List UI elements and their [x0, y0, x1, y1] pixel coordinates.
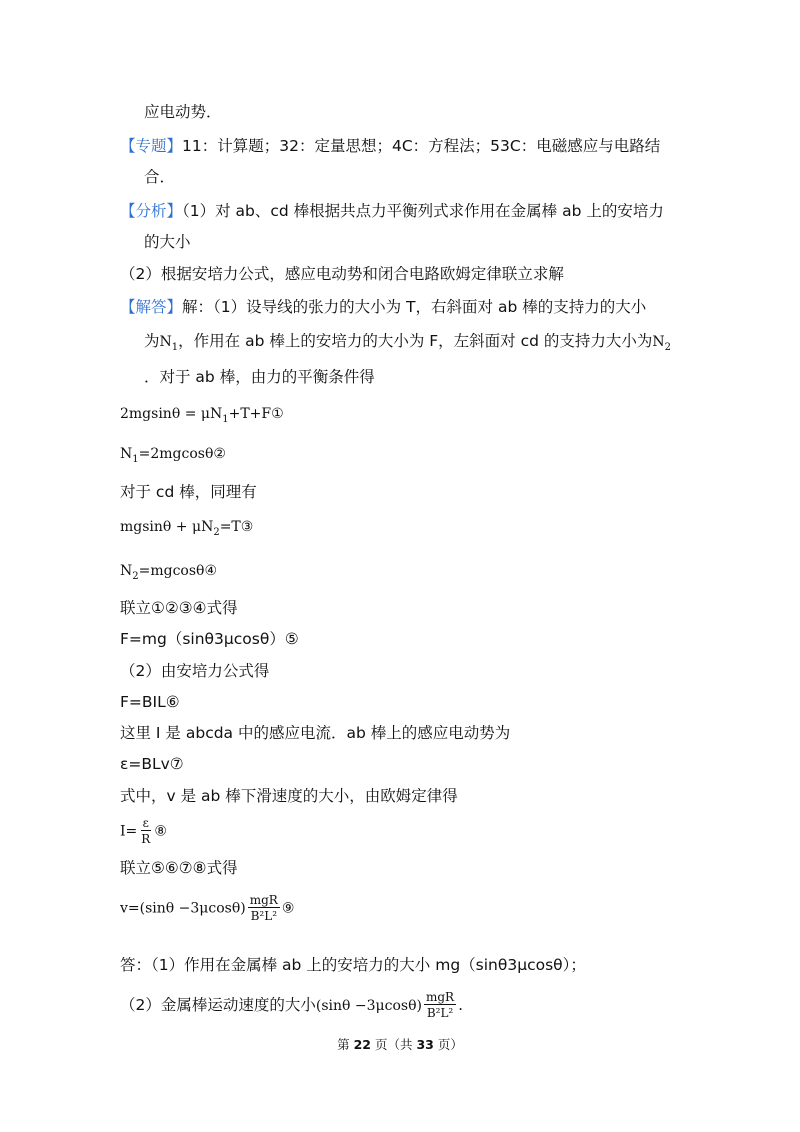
- solution-text: 解：（1）设导线的张力的大小为 T，右斜面对 ab 棒的支持力的大小: [182, 298, 647, 316]
- page-number: 22: [353, 1037, 372, 1052]
- page-total: 33: [416, 1037, 434, 1052]
- fraction: $\frac{\text{mgR}}{\text{B²L²}}$: [425, 990, 455, 1020]
- answer-line-2: （2）金属棒运动速度的大小(sinθ −3μcosθ) $\frac{\text{mgR}}{\text{B²L²}}$ .: [120, 990, 464, 1020]
- equation-8: I= $\frac{\varepsilon}{R}$ ⑧: [120, 816, 167, 846]
- text-span: ，作用在 ab 棒上的安培力的大小为 F，左斜面对 cd 的支持力大小为: [178, 332, 653, 350]
- text-line: 联立⑤⑥⑦⑧式得: [120, 859, 238, 877]
- equation-9: v=(sinθ −3μcosθ) $\frac{\text{mgR}}{\text{B²L²}}$ ⑨: [120, 893, 295, 923]
- topic-line: [120, 135, 660, 157]
- text-line: 应电动势．: [144, 103, 222, 121]
- analysis-tag: 【分析】: [120, 202, 183, 220]
- text-line: 联立①②③④式得: [120, 599, 238, 617]
- text-line: （2）根据安培力公式，感应电动势和闭合电路欧姆定律联立求解: [120, 265, 564, 283]
- text-line: [144, 330, 671, 359]
- equation-6: F=BIL⑥: [120, 693, 180, 711]
- equation-7: ε=BLv⑦: [120, 755, 184, 773]
- text-line: 这里 I 是 abcda 中的感应电流．ab 棒上的感应电动势为: [120, 724, 511, 742]
- topic-text: 11：计算题；32：定量思想；4C：方程法；53C：电磁感应与电路结: [182, 137, 661, 155]
- solution-tag: 【解答】: [120, 298, 183, 316]
- math-n1: $N_1$: [159, 334, 179, 353]
- equation-3: $mgsin\theta + \mu N_2=T③$: [120, 519, 254, 538]
- analysis-line: [120, 200, 664, 222]
- fraction: $\frac{\varepsilon}{R}$: [141, 816, 151, 846]
- text-line: （2）由安培力公式得: [120, 662, 270, 680]
- analysis-text: （1）对 ab、cd 棒根据共点力平衡列式求作用在金属棒 ab 上的安培力: [182, 202, 664, 220]
- text-line: 对于 cd 棒，同理有: [120, 483, 257, 501]
- equation-5: F=mg（sinθ﻿3μcosθ）⑤: [120, 630, 299, 648]
- page-footer: 第 22 页（共 33 页）: [337, 1037, 463, 1052]
- text-line: 式中，v 是 ab 棒下滑速度的大小，由欧姆定律得: [120, 787, 458, 805]
- equation-4: $N_2=mgcos\theta ④$: [120, 563, 218, 582]
- equation-2: $N_1=2mgcos\theta ②$: [120, 446, 226, 465]
- topic-tag: 【专题】: [120, 137, 183, 155]
- text-line: 合．: [144, 168, 176, 186]
- equation-1: $2mgsin\theta = \mu N_1+T+F①$: [120, 406, 284, 425]
- fraction: $\frac{\text{mgR}}{\text{B²L²}}$: [249, 893, 278, 923]
- math-n2: $N_2$: [652, 334, 672, 353]
- solution-line: [120, 296, 646, 318]
- text-span: 为: [144, 332, 160, 350]
- text-line: 的大小: [144, 233, 191, 251]
- answer-line-1: 答：（1）作用在金属棒 ab 上的安培力的大小 mg（sinθ﻿3μcosθ）；: [120, 956, 586, 974]
- text-line: ．对于 ab 棒，由力的平衡条件得: [144, 368, 375, 386]
